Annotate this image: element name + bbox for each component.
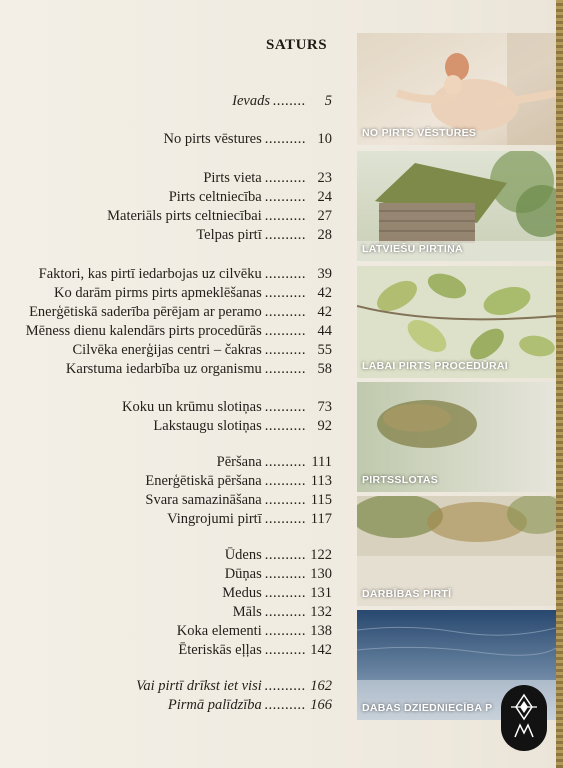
toc-entry	[168, 696, 332, 714]
toc-entry	[145, 472, 332, 490]
toc-entry-leader: ..........	[264, 418, 306, 434]
toc-entry-leader: ........	[273, 93, 306, 109]
toc-entry-leader: ..........	[264, 285, 306, 301]
toc-entry-leader: ..........	[264, 678, 306, 694]
toc-entry	[233, 603, 332, 621]
toc-entry-leader: ..........	[264, 697, 306, 713]
toc-entry-page: 130	[310, 566, 332, 582]
toc-entry	[73, 341, 332, 359]
toc-entry-label: Materiāls pirts celtniecībai	[107, 208, 262, 224]
toc-entry-label: Pirts vieta	[203, 170, 262, 186]
toc-entry-label: Pēršana	[216, 454, 262, 470]
toc-entry-page: 92	[317, 418, 332, 434]
toc-entry	[145, 491, 332, 509]
toc-entry-leader: ..........	[264, 323, 306, 339]
toc-entry-leader: ..........	[264, 511, 306, 527]
toc-entry-page: 131	[310, 585, 332, 601]
toc-entry-page: 138	[310, 623, 332, 639]
section-image-actions	[357, 496, 556, 606]
toc-entry-label: Ēteriskās eļļas	[178, 642, 262, 658]
toc-entry-label: Svara samazināšana	[145, 492, 262, 508]
toc-entry	[107, 207, 332, 225]
toc-entry	[169, 188, 332, 206]
toc-entry-page: 162	[310, 678, 332, 694]
toc-entry-leader: ..........	[264, 170, 306, 186]
toc-entry	[66, 360, 332, 378]
toc-entry-leader: ..........	[264, 566, 306, 582]
diamond-star-logo-icon	[501, 685, 547, 751]
toc-entry-label: Enerģētiskā pēršana	[145, 473, 262, 489]
toc-entry	[225, 546, 332, 564]
toc-entry-leader: ..........	[264, 399, 306, 415]
section-caption-actions: DARBĪBAS PIRTĪ	[362, 588, 452, 600]
toc-entry-label: Medus	[222, 585, 262, 601]
toc-entry	[222, 584, 332, 602]
toc-entry-page: 39	[317, 266, 332, 282]
page-title: SATURS	[266, 37, 328, 53]
section-image-leaves	[357, 266, 556, 378]
toc-entry	[196, 226, 332, 244]
toc-entry-leader: ..........	[264, 547, 306, 563]
toc-entry-leader: ..........	[264, 208, 306, 224]
section-image-sauna	[357, 151, 556, 261]
toc-entry-page: 10	[317, 131, 332, 147]
toc-entry	[167, 510, 332, 528]
toc-entry-label: Pirmā palīdzība	[167, 697, 262, 713]
toc-entry-leader: ..........	[264, 304, 306, 320]
toc-entry-label: Dūņas	[224, 566, 262, 582]
section-caption-history: NO PIRTS VĒSTURES	[362, 127, 477, 139]
toc-entry-leader: ..........	[264, 454, 306, 470]
toc-entry-page: 142	[310, 642, 332, 658]
toc-entry-page: 115	[310, 492, 332, 508]
toc-entry-label: Vingrojumi pirtī	[167, 511, 262, 527]
toc-entry-label: Lakstaugu slotiņas	[153, 418, 262, 434]
toc-entry-label: Ko darām pirms pirts apmeklēšanas	[53, 285, 262, 301]
toc-entry	[26, 322, 332, 340]
toc-entry-label: Cilvēka enerģijas centri – čakras	[72, 342, 262, 358]
toc-entry-leader: ..........	[264, 342, 306, 358]
toc-entry-page: 58	[317, 361, 332, 377]
toc-entry-label: Enerģētiskā saderība pērējam ar peramo	[29, 304, 262, 320]
toc-entry-leader: ..........	[264, 604, 306, 620]
section-caption-whisks: PIRTSSLOTAS	[362, 474, 439, 486]
toc-entry-page: 113	[310, 473, 332, 489]
toc-entry-leader: ..........	[264, 473, 306, 489]
toc-entry-page: 28	[317, 227, 332, 243]
toc-entry-leader: ..........	[264, 585, 306, 601]
toc-entry	[177, 622, 332, 640]
toc-entry-page: 5	[324, 93, 332, 109]
toc-entry	[163, 130, 332, 148]
toc-entry-page: 122	[310, 547, 332, 563]
toc-entry-page: 111	[311, 454, 332, 470]
section-image-whisks	[357, 382, 556, 492]
section-image-history	[357, 33, 556, 145]
page-edge	[556, 0, 563, 768]
toc-entry	[232, 92, 332, 110]
section-caption-sauna: LATVIEŠU PIRTIŅA	[362, 243, 463, 255]
toc-entry	[136, 677, 332, 695]
toc-entry-leader: ..........	[264, 623, 306, 639]
toc-entry-page: 166	[310, 697, 332, 713]
toc-entry-label: Māls	[232, 604, 262, 620]
toc-entry-label: Pirts celtniecība	[168, 189, 262, 205]
toc-entry-label: No pirts vēstures	[163, 131, 262, 147]
toc-entry-label: Vai pirtī drīkst iet visi	[136, 678, 262, 694]
toc-entry-leader: ..........	[264, 227, 306, 243]
toc-entry	[39, 265, 332, 283]
toc-entry	[217, 453, 332, 471]
toc-entry-label: Karstuma iedarbība uz organismu	[65, 361, 262, 377]
toc-entry-leader: ..........	[264, 492, 306, 508]
toc-entry	[178, 641, 332, 659]
toc-entry-label: Telpas pirtī	[196, 227, 262, 243]
toc-entry-leader: ..........	[264, 642, 306, 658]
toc-entry-leader: ..........	[264, 131, 306, 147]
toc-entry-page: 55	[317, 342, 332, 358]
toc-entry-leader: ..........	[264, 361, 306, 377]
toc-entry	[203, 169, 332, 187]
toc-entry	[54, 284, 332, 302]
section-caption-procedure: LABAI PIRTS PROCEDŪRAI	[362, 360, 509, 372]
toc-entry-page: 27	[317, 208, 332, 224]
toc-entry-leader: ..........	[264, 266, 306, 282]
toc-entry-label: Ievads	[232, 93, 270, 109]
toc-entry	[29, 303, 332, 321]
toc-entry-page: 117	[310, 511, 332, 527]
toc-entry-label: Ūdens	[224, 547, 262, 563]
toc-entry-leader: ..........	[264, 189, 306, 205]
toc-entry-page: 132	[310, 604, 332, 620]
toc-entry-page: 42	[317, 304, 332, 320]
toc-entry	[153, 417, 332, 435]
toc-entry-label: Koka elementi	[176, 623, 262, 639]
toc-entry-page: 24	[317, 189, 332, 205]
toc-entry-page: 23	[317, 170, 332, 186]
toc-entry-label: Faktori, kas pirtī iedarbojas uz cilvēku	[38, 266, 262, 282]
toc-entry-label: Koku un krūmu slotiņas	[121, 399, 262, 415]
section-caption-nature-healing: DABAS DZIEDNIECĪBA P	[362, 702, 493, 714]
toc-entry	[225, 565, 332, 583]
toc-entry	[122, 398, 332, 416]
toc-entry-page: 42	[317, 285, 332, 301]
toc-entry-page: 73	[317, 399, 332, 415]
toc-entry-page: 44	[317, 323, 332, 339]
toc-entry-label: Mēness dienu kalendārs pirts procedūrās	[25, 323, 262, 339]
